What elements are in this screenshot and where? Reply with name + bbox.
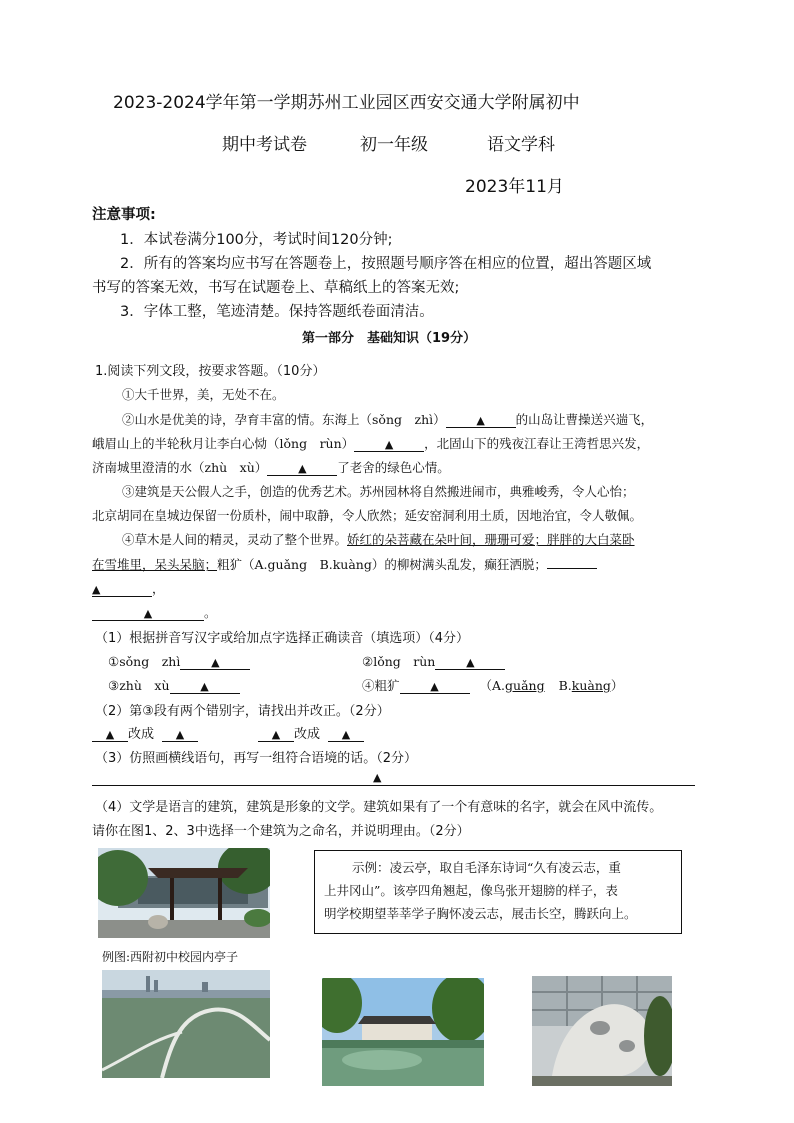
triangle-icon: ▲: [92, 583, 101, 596]
triangle-icon: ▲: [105, 728, 115, 741]
example-line-3: 明学校期望莘莘学子胸怀凌云志，展击长空，腾跃向上。: [324, 906, 637, 921]
triangle-icon: ▲: [271, 728, 281, 741]
notice-heading: 注意事项:: [92, 207, 156, 223]
sub1-a-pinyin: ①sǒng zhì: [108, 654, 181, 669]
q1-p2-l2-text-b: ，北固山下的残夜江春让王湾哲思兴发，: [424, 436, 650, 451]
triangle-icon: ▲: [211, 656, 220, 669]
answer-blank[interactable]: [354, 437, 424, 452]
notice-item-3: 3．字体工整，笔迹清楚。保持答题纸卷面清洁。: [120, 304, 434, 320]
triangle-icon: ▲: [373, 771, 382, 784]
section-1-title: 第一部分 基础知识（19分）: [302, 331, 477, 346]
notice-item-2b: 书写的答案无效，书写在试题卷上、草稿纸上的答案无效;: [92, 280, 460, 296]
q1-p4-l1-text-a: ④草木是人间的精灵，灵动了整个世界。: [122, 532, 348, 547]
q1-para-4-line-1: [122, 530, 635, 548]
sub3-label: （3）仿照画横线语句，再写一组符合语境的话。（2分）: [95, 751, 418, 766]
triangle-icon: ▲: [430, 680, 439, 693]
answer-blank[interactable]: [92, 728, 128, 742]
figure-2-garden-photo: [322, 978, 484, 1086]
sub1-d-word: ④粗犷: [362, 678, 400, 693]
example-line-2: 上井冈山”。该亭四角翘起，像鸟张开翅膀的样子，表: [324, 883, 618, 898]
q1-para-2-line-3: [92, 458, 450, 476]
exam-title-line2-c: 语文学科: [487, 135, 555, 155]
example-line-1: 示例：凌云亭，取自毛泽东诗词“久有凌云志，重: [352, 860, 621, 875]
sub1-d-option-close: ）: [610, 678, 624, 693]
sub1-item-b: [362, 652, 505, 670]
figure-1-bridge-photo: [102, 970, 270, 1078]
q1-p2-l3-text-a: 济南城里澄清的水（zhù xù）: [92, 460, 268, 475]
q1-p2-l3-text-b: 了老舍的绿色心情。: [337, 460, 450, 475]
triangle-icon: ▲: [476, 414, 485, 427]
answer-blank[interactable]: [547, 568, 597, 569]
sub2-answer-row-1: [92, 723, 198, 742]
sub4-line-2: 请你在图1、2、3中选择一个建筑为之命名，并说明理由。（2分）: [92, 824, 470, 839]
sub2-answer-row-2: [258, 723, 364, 742]
q1-p4-underlined-a: 娇红的朵菩藏在朵叶间，珊珊可爱；胖胖的大白菜卧: [347, 532, 635, 547]
q1-p4-end-period: 。: [204, 605, 217, 620]
pavilion-photo: [98, 848, 270, 938]
q1-p2-l2-text-a: 峨眉山上的半轮秋月让李白心恸（lǒng rùn）: [92, 436, 355, 451]
sub1-d-option-a-prefix: （A.: [479, 678, 506, 693]
sub1-item-a: [108, 652, 250, 670]
sub1-d-option-b: kuàng: [571, 678, 611, 693]
exam-title-line2-a: 期中考试卷: [222, 135, 307, 155]
sub1-item-d: [362, 676, 623, 694]
answer-blank[interactable]: [435, 655, 505, 670]
sub3-answer-line[interactable]: [92, 785, 695, 786]
q1-p4-end-comma: ，: [152, 581, 165, 596]
sub1-item-c: [108, 676, 240, 694]
example-caption: 例图:西附初中校园内亭子: [102, 950, 239, 964]
figure-3-rockery-photo: [532, 976, 672, 1086]
triangle-icon: ▲: [298, 462, 307, 475]
sub1-c-pinyin: ③zhù xù: [108, 678, 170, 693]
answer-blank[interactable]: [162, 728, 198, 742]
q1-p4-l2-text-b: 粗犷（A.guǎng B.kuàng）的柳树满头乱发，癫狂洒脱；: [217, 557, 547, 572]
triangle-icon: ▲: [384, 438, 394, 451]
sub1-d-option-b-prefix: B.: [558, 678, 572, 693]
answer-blank[interactable]: [92, 606, 204, 621]
sub1-d-option-a: guǎng: [505, 678, 545, 693]
sub2-label: （2）第③段有两个错别字，请找出并改正。（2分）: [95, 704, 390, 719]
triangle-icon: ▲: [200, 680, 209, 693]
sub1-b-pinyin: ②lǒng rùn: [362, 654, 436, 669]
q1-para-3-line-1: ③建筑是天公假人之手，创造的优秀艺术。苏州园林将自然搬进闹市，典雅峻秀，令人心怡；: [122, 484, 635, 499]
q1-para-2-line-2: [92, 434, 649, 452]
answer-blank[interactable]: [170, 679, 240, 694]
q1-para-4-line-3: [92, 579, 165, 597]
answer-blank[interactable]: [92, 582, 152, 597]
answer-blank[interactable]: [446, 413, 516, 428]
answer-blank[interactable]: [258, 728, 294, 742]
answer-blank[interactable]: [267, 461, 337, 476]
sub1-label: （1）根据拼音写汉字或给加点字选择正确读音（填选项）（4分）: [95, 631, 470, 646]
sub2-change-label: 改成: [294, 727, 321, 742]
q1-p2-l1-text-b: 的山岛让曹操送兴遄飞，: [515, 412, 654, 427]
answer-blank[interactable]: [400, 679, 470, 694]
triangle-icon: ▲: [175, 728, 185, 741]
sub4-line-1: （4）文学是语言的建筑，建筑是形象的文学。建筑如果有了一个有意味的名字，就会在风中流传。: [95, 800, 663, 815]
answer-blank[interactable]: [328, 728, 364, 742]
triangle-icon: ▲: [341, 728, 351, 741]
triangle-icon: ▲: [143, 607, 153, 620]
q1-stem: 1.阅读下列文段，按要求答题。（10分）: [95, 364, 326, 379]
notice-item-1: 1．本试卷满分100分，考试时间120分钟;: [120, 232, 393, 248]
answer-blank[interactable]: [180, 655, 250, 670]
q1-para-4-line-4: [92, 603, 217, 621]
exam-title-line1: 2023-2024学年第一学期苏州工业园区西安交通大学附属初中: [113, 93, 580, 113]
notice-item-2a: 2．所有的答案均应书写在答题卷上，按照题号顺序答在相应的位置，超出答题区域: [120, 256, 652, 272]
triangle-icon: ▲: [466, 656, 475, 669]
sub2-change-label: 改成: [128, 727, 155, 742]
exam-title-line2-b: 初一年级: [360, 135, 428, 155]
q1-para-4-line-2: [92, 555, 597, 573]
q1-para-3-line-2: 北京胡同在皇城边保留一份质朴，闹中取静，令人欣然；延安窑洞利用土质，因地治宜，令人敬佩。: [92, 508, 643, 523]
q1-para-1: ①大千世界，美，无处不在。: [122, 387, 285, 402]
q1-p2-l1-text-a: ②山水是优美的诗，孕育丰富的情。东海上（sǒng zhì）: [122, 412, 446, 427]
q1-para-2-line-1: [122, 410, 653, 428]
q1-p4-underlined-b: 在雪堆里，呆头呆脑；: [92, 557, 218, 572]
exam-date: 2023年11月: [465, 177, 564, 197]
